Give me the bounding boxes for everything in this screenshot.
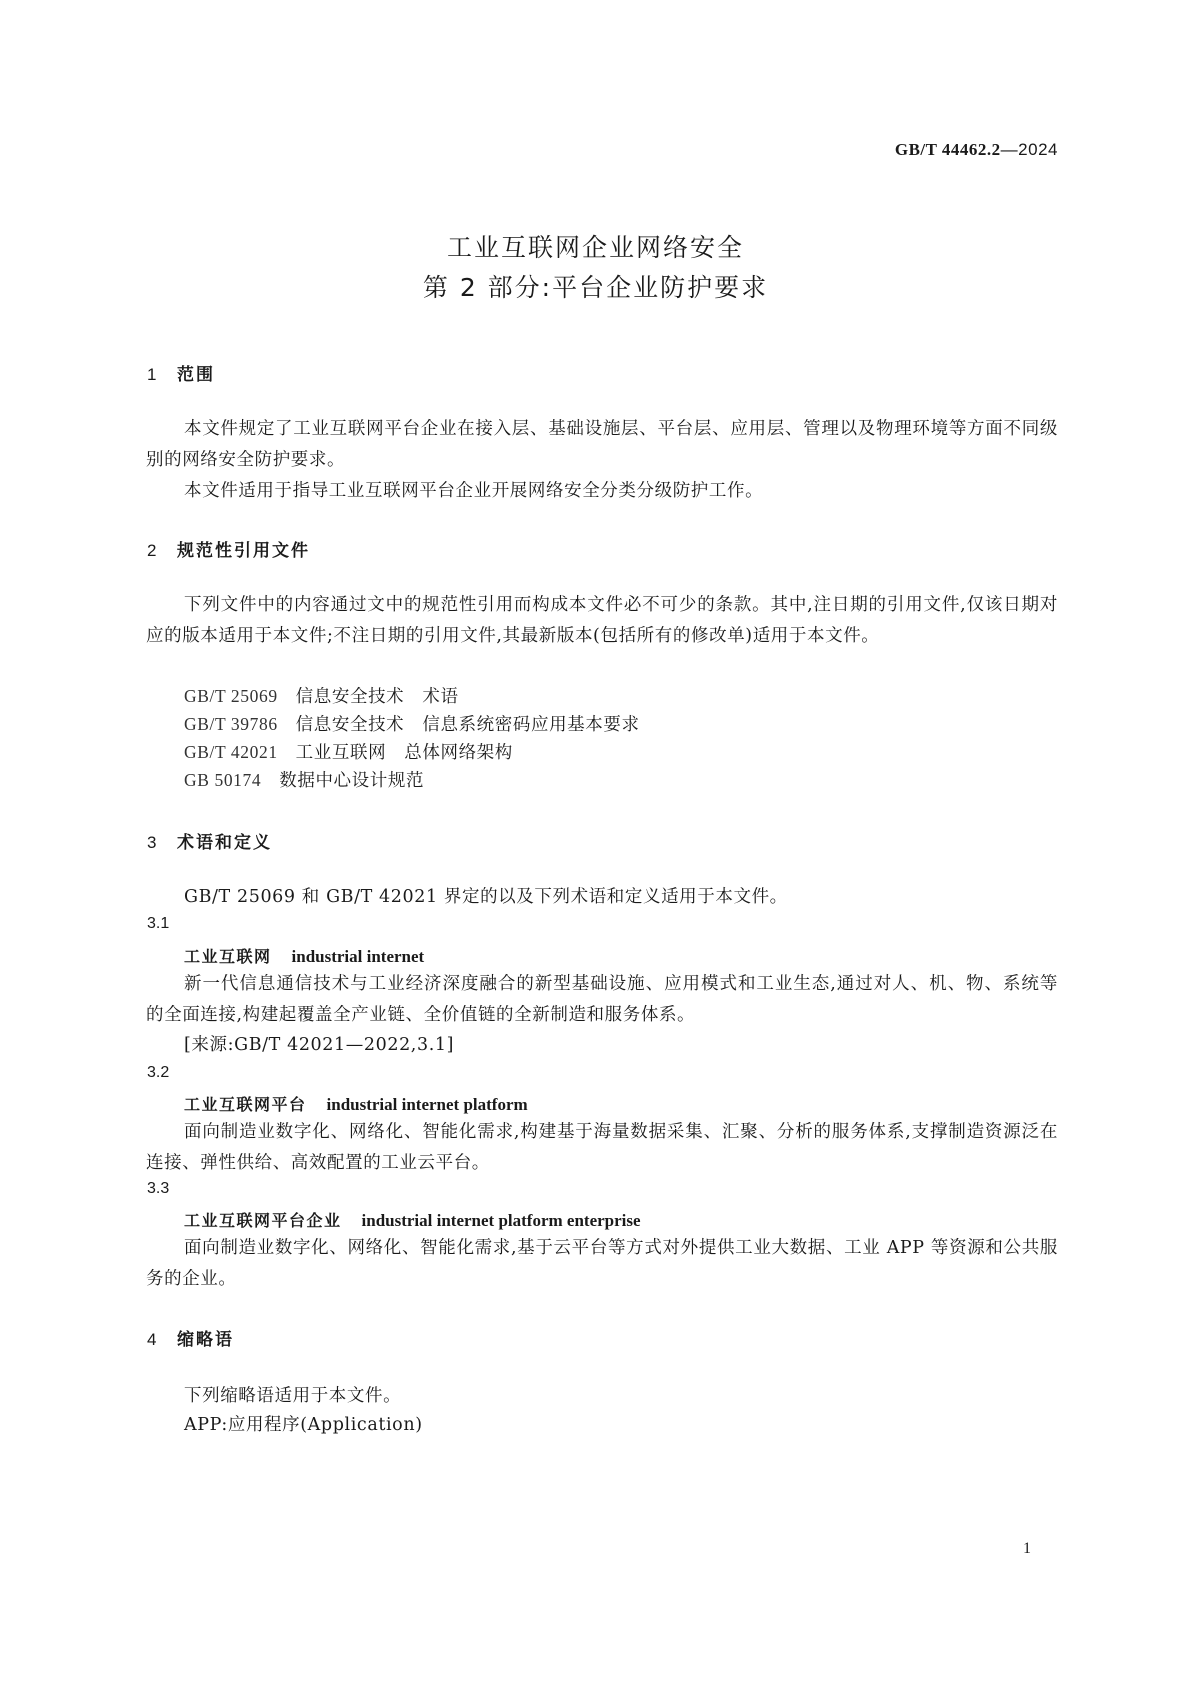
reference-title: 工业互联网 总体网络架构 <box>295 743 513 763</box>
section-heading-normative-references <box>147 536 310 561</box>
references-paragraph: 下列文件中的内容通过文中的规范性引用而构成本文件必不可少的条款。其中,注日期的引用文件,仅该日期对应的版本适用于本文件;不注日期的引用文件,其最新版本(包括所有的修改单)适用于本文件。 <box>146 595 1058 646</box>
term-source: [来源:GB/T 42021—2022,3.1] <box>184 1035 455 1055</box>
reference-code: GB/T 42021 <box>184 742 278 762</box>
reference-code: GB 50174 <box>184 770 262 790</box>
section-number: 4 <box>147 1330 159 1349</box>
reference-code: GB/T 25069 <box>184 686 278 706</box>
page-number: 1 <box>1023 1540 1031 1557</box>
term-number: 3.1 <box>147 915 170 932</box>
reference-item <box>184 683 459 708</box>
section-number: 1 <box>147 365 159 384</box>
term-number: 3.3 <box>147 1180 170 1197</box>
section-title: 术语和定义 <box>177 833 272 853</box>
term-en: industrial internet platform <box>326 1095 528 1114</box>
term-zh: 工业互联网平台 <box>184 1095 307 1114</box>
reference-title: 信息安全技术 术语 <box>295 687 459 707</box>
term-en: industrial internet <box>291 947 425 966</box>
reference-code: GB/T 39786 <box>184 714 278 734</box>
scope-paragraph-2: 本文件适用于指导工业互联网平台企业开展网络安全分类分级防护工作。 <box>184 481 764 501</box>
scope-paragraph-1: 本文件规定了工业互联网平台企业在接入层、基础设施层、平台层、应用层、管理以及物理环境等方面不同级别的网络安全防护要求。 <box>146 419 1058 470</box>
section-heading-abbreviations <box>147 1325 234 1350</box>
section-title: 缩略语 <box>177 1330 234 1350</box>
term-zh: 工业互联网平台企业 <box>184 1211 342 1230</box>
standard-number: GB/T 44462.2 <box>894 140 1001 159</box>
reference-item <box>184 739 513 764</box>
document-title-line2: 第 2 部分:平台企业防护要求 <box>422 273 769 302</box>
term-heading <box>184 944 424 967</box>
term-heading <box>184 1208 641 1231</box>
document-title-line1: 工业互联网企业网络安全 <box>446 233 744 262</box>
standard-year: —2024 <box>1000 140 1058 159</box>
term-en: industrial internet platform enterprise <box>361 1211 641 1230</box>
section-number: 3 <box>147 833 159 852</box>
term-definition: 面向制造业数字化、网络化、智能化需求,构建基于海量数据采集、汇聚、分析的服务体系,支撑制造资源泛在连接、弹性供给、高效配置的工业云平台。 <box>146 1122 1058 1173</box>
term-definition: 面向制造业数字化、网络化、智能化需求,基于云平台等方式对外提供工业大数据、工业 APP 等资源和公共服务的企业。 <box>146 1238 1058 1289</box>
section-title: 规范性引用文件 <box>177 541 310 561</box>
section-number: 2 <box>147 541 159 560</box>
reference-item <box>184 767 424 792</box>
terms-intro: GB/T 25069 和 GB/T 42021 界定的以及下列术语和定义适用于本文件。 <box>184 887 788 907</box>
section-title: 范围 <box>177 365 215 385</box>
abbreviations-intro: 下列缩略语适用于本文件。 <box>184 1386 402 1406</box>
reference-item <box>184 711 640 736</box>
term-definition: 新一代信息通信技术与工业经济深度融合的新型基础设施、应用模式和工业生态,通过对人、机、物、系统等的全面连接,构建起覆盖全产业链、全价值链的全新制造和服务体系。 <box>146 974 1058 1025</box>
term-number: 3.2 <box>147 1064 170 1081</box>
reference-title: 数据中心设计规范 <box>279 771 425 791</box>
abbreviation-item: APP:应用程序(Application) <box>184 1415 423 1435</box>
standard-code <box>895 140 1058 160</box>
reference-title: 信息安全技术 信息系统密码应用基本要求 <box>295 715 640 735</box>
term-heading <box>184 1092 528 1115</box>
section-heading-terms <box>147 828 272 853</box>
term-zh: 工业互联网 <box>184 947 272 966</box>
section-heading-scope <box>147 360 215 385</box>
